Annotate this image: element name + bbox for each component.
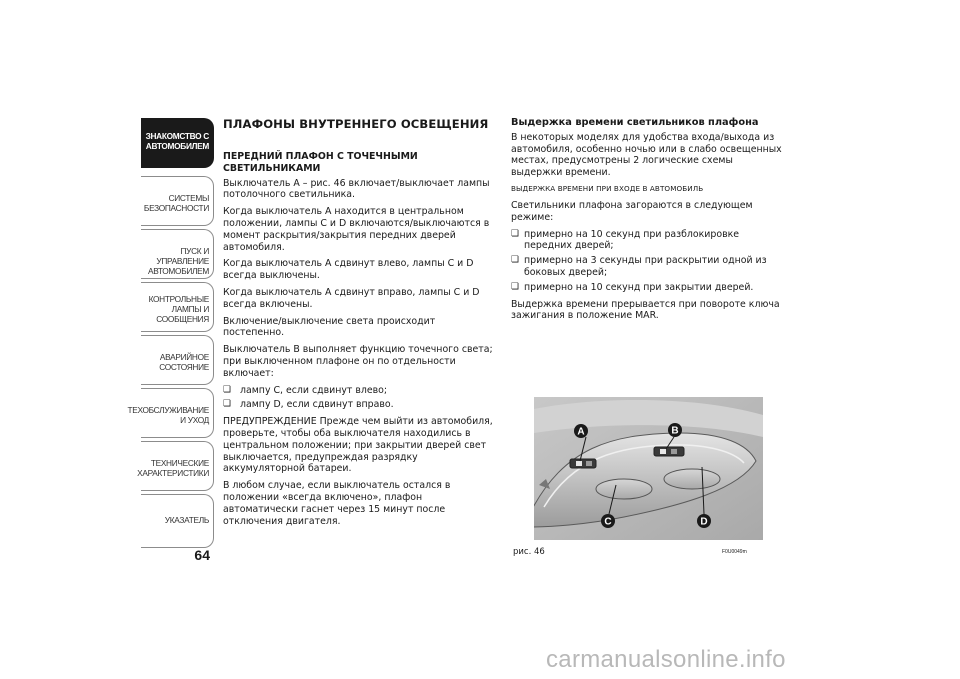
figure-code: F0U0049m xyxy=(722,549,747,555)
switch-b-slider xyxy=(660,449,666,454)
callout-c-label: C xyxy=(604,516,612,528)
paragraph: Включение/выключение света происходит постепенно. xyxy=(223,315,436,339)
switch-b xyxy=(654,447,684,456)
paragraph: Когда выключатель A сдвинут вправо, лампы C и D всегда включены. xyxy=(223,286,480,310)
callout-d-label: D xyxy=(700,516,708,528)
bullet-list xyxy=(223,385,495,412)
paragraph: В некоторых моделях для удобства входа/выхода из автомобиля, особенно ночью или в слабо освещенных местах, предусмотрены 2 логические схемы выдержки времени. xyxy=(511,131,782,179)
section-title: ПЕРЕДНИЙ ПЛАФОН С ТОЧЕЧНЫМИ СВЕТИЛЬНИКАМИ xyxy=(223,151,418,174)
switch-a xyxy=(570,459,596,468)
callout-b-label: B xyxy=(671,425,679,437)
list-item: ❏ лампу C, если сдвинут влево; xyxy=(223,385,495,397)
switch-b-slider xyxy=(671,449,677,454)
tab-technical-specs[interactable]: ТЕХНИЧЕСКИЕ ХАРАКТЕРИСТИКИ xyxy=(141,441,214,491)
list-item: ❏ примерно на 3 секунды при раскрытии одной из боковых дверей; xyxy=(511,255,785,279)
switch-a-slider xyxy=(586,461,592,466)
subsection-title: Выдержка времени светильников плафона xyxy=(511,117,759,128)
tab-starting-driving[interactable]: ПУСК И УПРАВЛЕНИЕ АВТОМОБИЛЕМ xyxy=(141,229,214,279)
tab-index[interactable]: УКАЗАТЕЛЬ xyxy=(141,494,214,548)
lamp-c-lens xyxy=(596,479,652,499)
subsection-heading: ВЫДЕРЖКА ВРЕМЕНИ ПРИ ВХОДЕ В АВТОМОБИЛЬ xyxy=(511,183,704,193)
tab-maintenance[interactable]: ТЕХОБСЛУЖИВАНИЕ И УХОД xyxy=(141,388,214,438)
list-item: ❏ примерно на 10 секунд при разблокировке передних дверей; xyxy=(511,229,785,253)
page-title: ПЛАФОНЫ ВНУТРЕННЕГО ОСВЕЩЕНИЯ xyxy=(223,117,489,131)
paragraph: В любом случае, если выключатель остался в положении «всегда включено», плафон автоматически гаснет через 15 минут после отключения двигателя. xyxy=(223,480,451,527)
lamp-d-lens xyxy=(664,469,720,489)
paragraph: Когда выключатель A находится в центральном положении, лампы C и D включаются/выключаются в момент раскрытия/закрытия передних дверей автомобиля. xyxy=(223,206,490,253)
bullet-list xyxy=(511,229,785,294)
paragraph: Светильники плафона загораются в следующем режиме: xyxy=(511,199,753,223)
callout-a-label: A xyxy=(577,426,585,438)
tab-vehicle-intro[interactable]: ЗНАКОМСТВО С АВТОМОБИЛЕМ xyxy=(141,118,214,168)
watermark: carmanualsonline.info xyxy=(546,646,786,673)
list-item: ❏ лампу D, если сдвинут вправо. xyxy=(223,399,495,411)
tab-warning-lights[interactable]: КОНТРОЛЬНЫЕ ЛАМПЫ И СООБЩЕНИЯ xyxy=(141,282,214,332)
page-number: 64 xyxy=(194,547,210,563)
figure-caption: рис. 46 xyxy=(513,547,545,557)
paragraph: Выключатель B выполняет функцию точечного света; при выключенном плафоне он по отдельности включает: xyxy=(223,344,493,379)
tab-emergency[interactable]: АВАРИЙНОЕ СОСТОЯНИЕ xyxy=(141,335,214,385)
ceiling-light-illustration xyxy=(534,397,763,540)
warning-paragraph: ПРЕДУПРЕЖДЕНИЕ Прежде чем выйти из автомобиля, проверьте, чтобы оба выключателя находились в центральном положении; при закрытии дверей свет выключается, предупреждая разрядку аккумуляторной батареи. xyxy=(223,416,493,475)
paragraph: Когда выключатель A сдвинут влево, лампы C и D всегда выключены. xyxy=(223,258,474,282)
tab-safety-systems[interactable]: СИСТЕМЫ БЕЗОПАСНОСТИ xyxy=(141,176,214,226)
list-item: ❏ примерно на 10 секунд при закрытии дверей. xyxy=(511,282,785,294)
left-column xyxy=(223,117,495,532)
ceiling-light-figure xyxy=(534,397,763,540)
paragraph: Выключатель A – рис. 46 включает/выключает лампы потолочного светильника. xyxy=(223,177,490,201)
right-column xyxy=(511,117,785,327)
switch-a-slider xyxy=(576,461,582,466)
paragraph: Выдержка времени прерывается при повороте ключа зажигания в положение MAR. xyxy=(511,298,780,322)
